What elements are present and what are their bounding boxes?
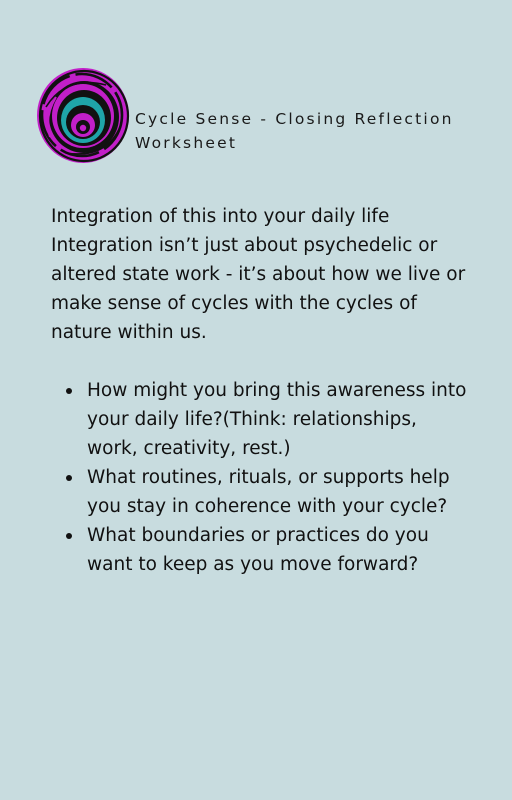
prompt-text: What routines, rituals, or supports help you stay in coherence with your cycle? [87,467,450,517]
bullet-icon [66,475,72,481]
list-item [87,376,471,463]
intro-body: Integration isn’t just about psychedelic or altered state work - it’s about how we live or make sense of cycles with the cycles of nature within us. [51,235,466,343]
list-item [87,521,471,579]
prompt-text: What boundaries or practices do you want to keep as you move forward? [87,525,429,575]
spiral-logo-icon [36,67,130,164]
intro-heading: Integration of this into your daily life [51,206,390,227]
worksheet-title: Cycle Sense - Closing Reflection Worksheet [135,110,454,152]
bullet-icon [66,388,72,394]
list-item [87,463,471,521]
bullet-icon [66,533,72,539]
worksheet-body [51,202,471,579]
reflection-prompt-list [51,376,471,579]
intro-paragraph [51,202,471,347]
prompt-text: How might you bring this awareness into your daily life?(Think: relationships, work, creativity, rest.) [87,380,467,459]
